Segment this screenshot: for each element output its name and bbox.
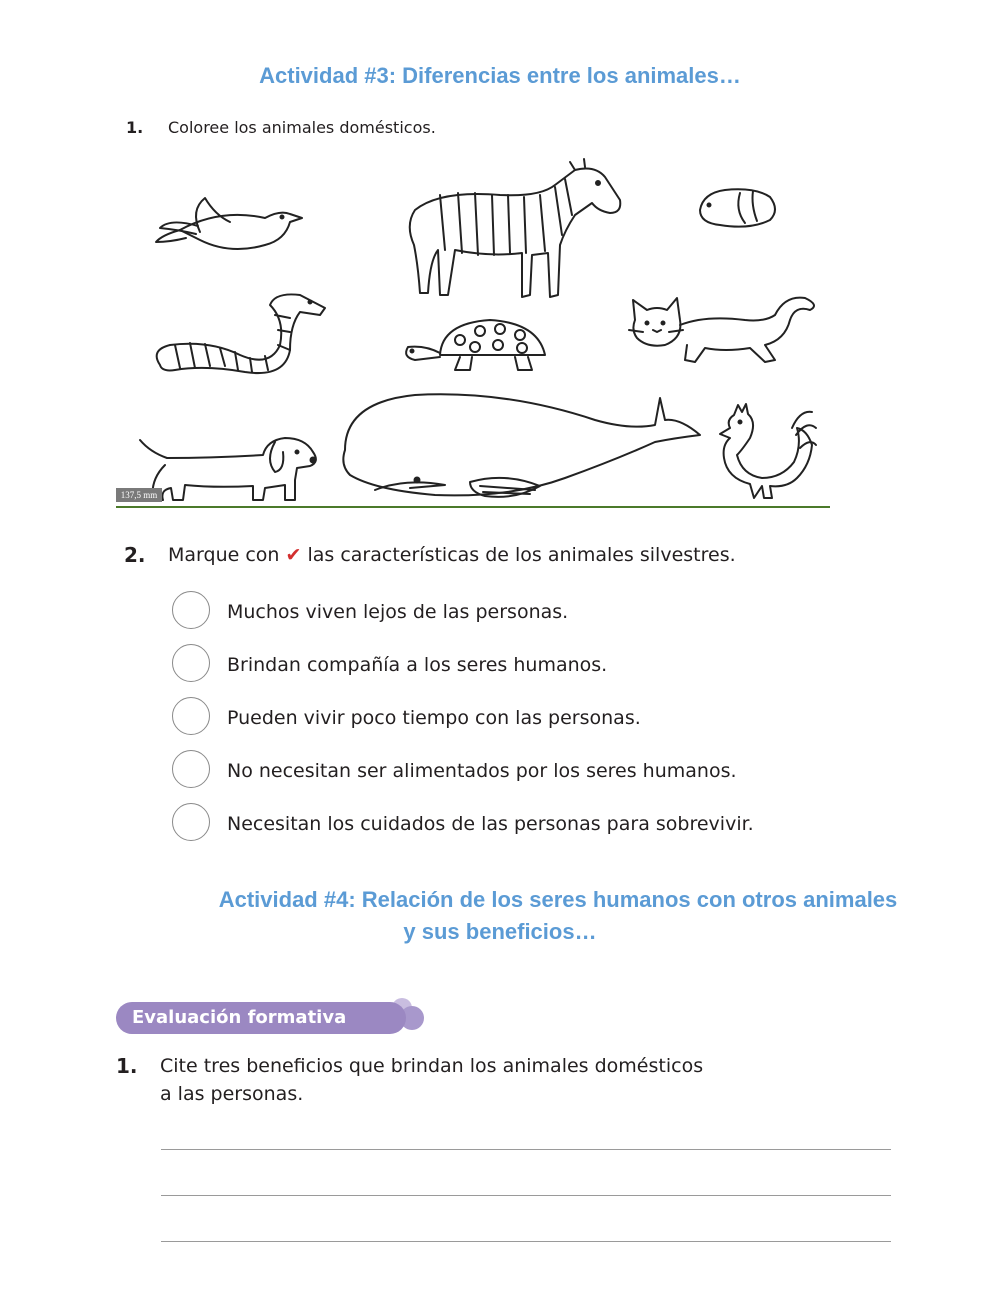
activity4-question-line2: a las personas. <box>160 1083 304 1105</box>
snake-drawing[interactable] <box>150 290 335 380</box>
answer-line-2[interactable] <box>161 1195 891 1196</box>
zebra-drawing[interactable] <box>400 165 625 305</box>
animal-illustrations <box>0 0 1000 520</box>
activity4-question-number: 1. <box>116 1054 138 1078</box>
question2-text <box>168 544 736 566</box>
option-checkbox-4[interactable] <box>172 750 210 788</box>
whale-drawing[interactable] <box>335 390 705 510</box>
evaluation-badge: Evaluación formativa <box>116 1002 406 1034</box>
answer-line-3[interactable] <box>161 1241 891 1242</box>
option-text-4: No necesitan ser alimentados por los seres humanos. <box>227 760 737 782</box>
question1-text: Coloree los animales domésticos. <box>168 118 436 137</box>
rooster-drawing[interactable] <box>712 400 817 500</box>
scale-label: 137,5 mm <box>116 488 162 502</box>
guinea-pig-drawing[interactable] <box>695 185 780 230</box>
cat-drawing[interactable] <box>625 290 820 370</box>
option-checkbox-2[interactable] <box>172 644 210 682</box>
question2-number: 2. <box>124 543 146 567</box>
option-text-5: Necesitan los cuidados de las personas para sobrevivir. <box>227 813 754 835</box>
question2-text-after: las características de los animales silvestres. <box>307 544 736 566</box>
option-checkbox-3[interactable] <box>172 697 210 735</box>
option-text-3: Pueden vivir poco tiempo con las personas. <box>227 707 641 729</box>
option-checkbox-1[interactable] <box>172 591 210 629</box>
bird-drawing[interactable] <box>150 190 310 260</box>
check-mark-icon: ✔ <box>285 544 302 566</box>
dog-drawing[interactable] <box>135 430 320 505</box>
option-checkbox-5[interactable] <box>172 803 210 841</box>
answer-line-1[interactable] <box>161 1149 891 1150</box>
turtle-drawing[interactable] <box>400 315 550 375</box>
question1-number: 1. <box>126 118 144 137</box>
activity3-title: Actividad #3: Diferencias entre los animales… <box>259 63 741 88</box>
activity4-question-line1: Cite tres beneficios que brindan los animales domésticos <box>160 1055 704 1077</box>
ground-line <box>116 506 830 508</box>
option-text-1: Muchos viven lejos de las personas. <box>227 601 569 623</box>
activity4-title-line1: Actividad #4: Relación de los seres humanos con otros animales <box>218 887 898 912</box>
activity4-title-line2: y sus beneficios… <box>403 919 597 944</box>
question2-text-before: Marque con <box>168 544 280 566</box>
option-text-2: Brindan compañía a los seres humanos. <box>227 654 608 676</box>
